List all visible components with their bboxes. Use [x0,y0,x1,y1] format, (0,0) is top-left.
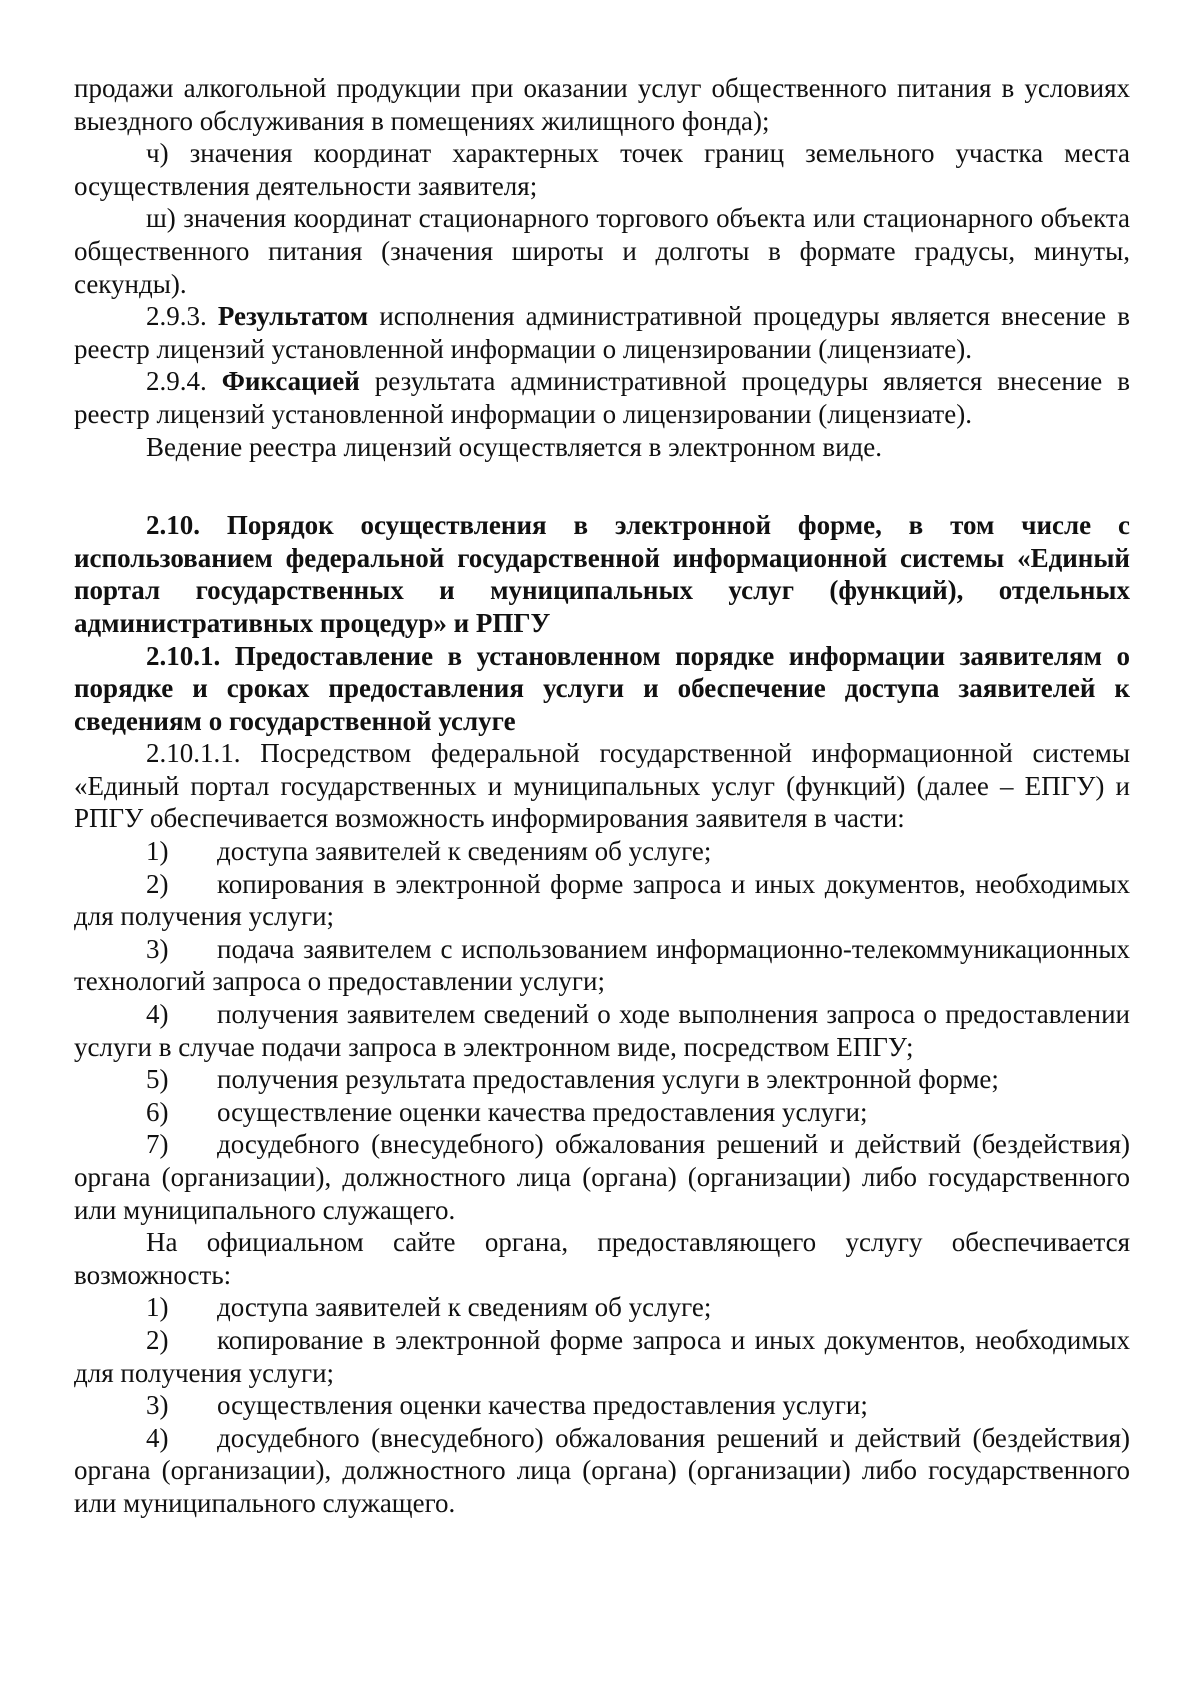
list-item-text: получения результата предоставления услуги в электронной форме; [217,1064,999,1095]
clause-text: исполнения административной процедуры является внесение в реестр лицензий установленной информации о лицензировании (лицензиате). [74,301,1131,364]
section-spacer [74,463,1130,509]
list-item-text: досудебного (внесудебного) обжалования решений и действий (бездействия) органа (организации), должностного лица (органа) (организации) либо государственного или муниципального служащего. [74,1422,1130,1518]
list-item [74,1389,1130,1422]
heading-2-10-1: 2.10.1. Предоставление в установленном порядке информации заявителям о порядке и сроках предоставления услуги и обеспечение доступа заявителей к сведениям о государственной услуге [74,640,1130,736]
list-item-text: осуществление оценки качества предоставления услуги; [217,1096,868,1127]
list-item [74,933,1130,998]
list-item-text: досудебного (внесудебного) обжалования решений и действий (бездействия) органа (организации), должностного лица (органа) (организации) либо государственного или муниципального служащего. [74,1129,1130,1225]
list-item-text: доступа заявителей к сведениям об услуге; [217,836,712,867]
list-item-number: 1) [146,1292,169,1323]
list-item [74,1128,1130,1226]
document-page [74,72,1130,1520]
list-item [74,1291,1130,1324]
paragraph-alcohol-continuation: продажи алкогольной продукции при оказании услуг общественного питания в условиях выездного обслуживания в помещениях жилищного фонда); [74,73,1130,136]
list-item-number: 3) [146,1390,169,1421]
list-item-text: доступа заявителей к сведениям об услуге; [217,1292,712,1323]
clause-keyword: Фиксацией [221,366,360,397]
clause-keyword: Результатом [217,301,369,332]
list-item [74,1063,1130,1096]
epgu-capabilities-list [74,835,1130,1226]
list-item-number: 2) [146,868,169,899]
list-item-number: 3) [146,933,169,964]
paragraph-official-site: На официальном сайте органа, предоставляющего услугу обеспечивается возможность: [74,1227,1130,1290]
list-item [74,1422,1130,1520]
list-item-number: 4) [146,1422,169,1453]
list-item [74,998,1130,1063]
list-item-number: 2) [146,1324,169,1355]
list-item [74,1324,1130,1389]
official-site-capabilities-list [74,1291,1130,1519]
clause-text: результата административной процедуры является внесение в реестр лицензий установленной информации о лицензировании (лицензиате). [74,366,1130,429]
list-item [74,868,1130,933]
list-item-text: копирования в электронной форме запроса и иных документов, необходимых для получения услуги; [74,868,1130,932]
list-item-number: 7) [146,1129,169,1160]
list-item [74,835,1130,868]
list-item-number: 1) [146,836,169,867]
list-item-text: осуществления оценки качества предоставления услуги; [217,1390,868,1421]
paragraph-registry: Ведение реестра лицензий осуществляется в электронном виде. [146,431,883,462]
list-item-text: подача заявителем с использованием информационно-телекоммуникационных технологий запроса о предоставлении услуги; [74,933,1130,997]
heading-2-10: 2.10. Порядок осуществления в электронной форме, в том числе с использованием федеральной государственной информационной системы «Единый портал государственных и муниципальных услуг (функций), отдельных административных процедур» и РПГУ [74,510,1130,638]
list-item [74,1096,1130,1129]
list-item-text: копирование в электронной форме запроса и иных документов, необходимых для получения услуги; [74,1324,1130,1388]
list-item-text: получения заявителем сведений о ходе выполнения запроса о предоставлении услуги в случае подачи запроса в электронном виде, посредством ЕПГУ; [74,999,1130,1062]
paragraph-2-9-4 [74,365,1130,430]
paragraph-item-sh: ш) значения координат стационарного торгового объекта или стационарного объекта общественного питания (значения широты и долготы в формате градусы, минуты, секунды). [74,203,1130,299]
clause-number: 2.9.4. [146,366,207,397]
clause-number: 2.9.3. [146,301,207,332]
paragraph-2-9-3 [74,300,1130,365]
list-item-number: 6) [146,1096,169,1127]
paragraph-item-ch: ч) значения координат характерных точек границ земельного участка места осуществления деятельности заявителя; [74,138,1130,201]
list-item-number: 5) [146,1064,169,1095]
list-item-number: 4) [146,999,169,1030]
paragraph-2-10-1-1: 2.10.1.1. Посредством федеральной государственной информационной системы «Единый портал государственных и муниципальных услуг (функций) (далее – ЕПГУ) и РПГУ обеспечивается возможность информирования заявителя в части: [74,738,1130,834]
